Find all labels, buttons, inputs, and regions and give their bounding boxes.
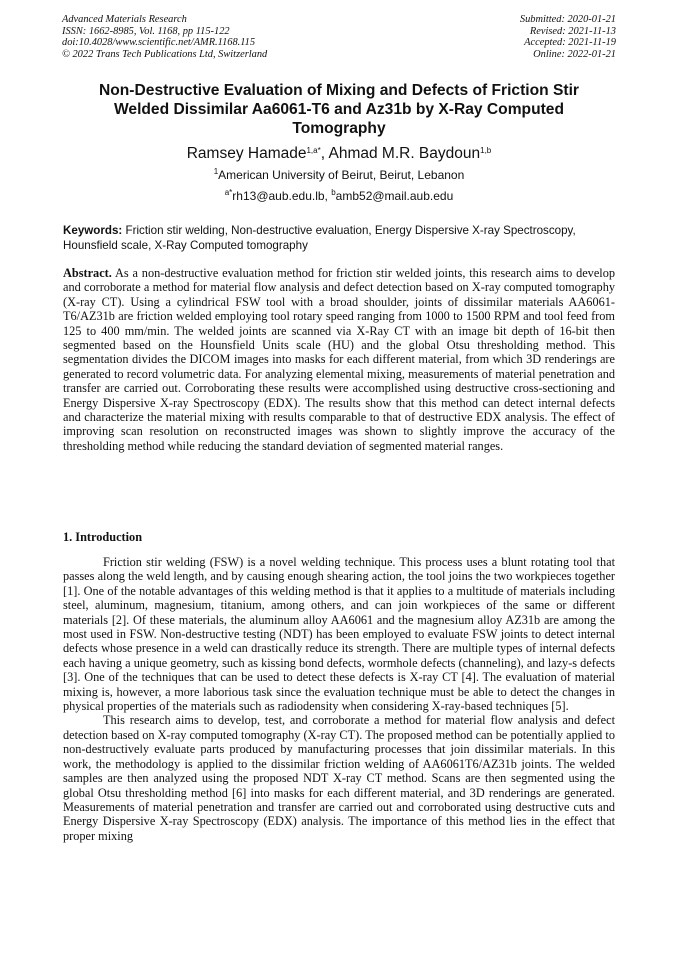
keywords-text: Friction stir welding, Non-destructive evaluation, Energy Dispersive X-ray Spectroscopy, Hounsfield scale, X-Ray Computed tomography <box>63 224 576 252</box>
authors <box>0 145 678 163</box>
author-sep: , <box>320 145 329 162</box>
copyright: © 2022 Trans Tech Publications Ltd, Switzerland <box>62 48 268 60</box>
abstract-label: Abstract. <box>63 266 112 280</box>
journal-name: Advanced Materials Research <box>62 14 187 25</box>
author-2: Ahmad M.R. Baydoun <box>328 145 481 162</box>
email-2: amb52@mail.aub.edu <box>335 189 454 203</box>
keywords-label: Keywords: <box>63 224 123 237</box>
revised-date: Revised: 2021-11-13 <box>529 25 616 37</box>
email-1: rh13@aub.edu.lb, <box>232 189 332 203</box>
doi: doi:10.4028/www.scientific.net/AMR.1168.115 <box>62 37 256 48</box>
affiliation <box>0 168 678 182</box>
paper-title: Non-Destructive Evaluation of Mixing and Defects of Friction Stir Welded Dissimilar Aa6061-T6 and Az31b by X-Ray Computed Tomography <box>99 82 579 137</box>
author-2-sup: 1,b <box>480 146 492 155</box>
issn: ISSN: 1662-8985, Vol. 1168, pp 115-122 <box>62 25 230 37</box>
author-1-sup: 1,a* <box>306 146 321 155</box>
submitted-date: Submitted: 2020-01-21 <box>519 14 616 25</box>
author-1: Ramsey Hamade <box>186 145 307 162</box>
online-date: Online: 2022-01-21 <box>533 48 616 60</box>
email-sup-2: b <box>331 188 336 197</box>
email-sup-1: a* <box>224 188 233 197</box>
accepted-date: Accepted: 2021-11-19 <box>524 37 616 48</box>
paragraph: Friction stir welding (FSW) is a novel welding technique. This process uses a blunt rotating tool that passes along the weld length, and by causing enough shearing action, the tool joins the two workpieces together [1]. One of the notable advantages of this welding method is that it applies to a multitude of materials including steel, aluminum, magnesium, titanium, among others, and can join workpieces of the same or different materials [2]. Of these materials, the aluminum alloy AA6061 and the magnesium alloy AZ31b are among the most used in FSW. Non-destructive testing (NDT) has been employed to evaluate FSW joints to detect internal defects whose presence in a weld can drastically reduce its strength. There are multiple types of internal defects each having a unique geometry, such as kissing bond defects, wormhole defects (channeling), and lazy-s defects [3]. One of the techniques that can be used to detect these defects is X-ray CT [4]. The evaluation of material mixing is, however, a more laborious task since the evaluation technique must be able to detect the changes in physical properties of the materials such as radiodensity when considering X-ray-based techniques [5]. <box>63 555 615 714</box>
journal-info <box>62 14 267 60</box>
affiliation-text: American University of Beirut, Beirut, Lebanon <box>218 168 465 182</box>
paragraph: This research aims to develop, test, and corroborate a method for material flow analysis and defect detection based on X-ray computed tomography (X-ray CT). The proposed method can be potentially applied to non-destructively evaluate parts produced by manufacturing processes that join dissimilar materials. In this work, the methodology is applied to the dissimilar friction welding of AA6061T6/AZ31b joints. The welded samples are then analyzed using the proposed NDT X-ray CT method. Scans are then segmented using the global Otsu thresholding method [6] into masks for each different material, and 3D renderings are generated. Measurements of material penetration and transfer are carried out and corroborated using destructive cuts and Energy Dispersive X-ray Spectroscopy (EDX) analysis. The importance of this method lies in the effect that proper mixing <box>63 713 615 843</box>
section-heading: 1. Introduction <box>63 530 143 544</box>
emails <box>0 189 678 203</box>
affiliation-sup: 1 <box>213 167 219 176</box>
abstract-text: As a non-destructive evaluation method for friction stir welded joints, this research aims to develop and corroborate a method for material flow analysis and defect detection based on X-ray computed tomography (X-ray CT). Using a cylindrical FSW tool with a broad shoulder, joints of dissimilar materials AA6061-T6/AZ31b are friction welded employing tool rotary speed ranging from 1000 to 1500 RPM and tool feed from 125 to 400 mm/min. The welded joints are scanned via X-Ray CT with an image bit depth of 16-bit then segmented based on the Hounsfield Units scale (HU) and the global Otsu thresholding method. This segmentation divides the DICOM images into masks for each different material, from which 3D renderings are generated to record volumetric data. For analyzing elemental mixing, measurements of material penetration and transfer are carried out. Corroborating these results were accomplished using destructive cross-sectioning and Energy Dispersive X-ray Spectroscopy (EDX). The results show that this method can detect internal defects and characterize the material mixing with results comparable to that of destructive EDX analysis. The effect of improving scan resolution on reconstructed images was shown to slightly improve the accuracy of the thresholding method while reducing the standard deviation of segmented material ranges. <box>63 266 615 453</box>
introduction <box>63 555 615 843</box>
dates-info <box>520 14 616 60</box>
abstract <box>63 266 615 453</box>
keywords <box>63 223 615 253</box>
